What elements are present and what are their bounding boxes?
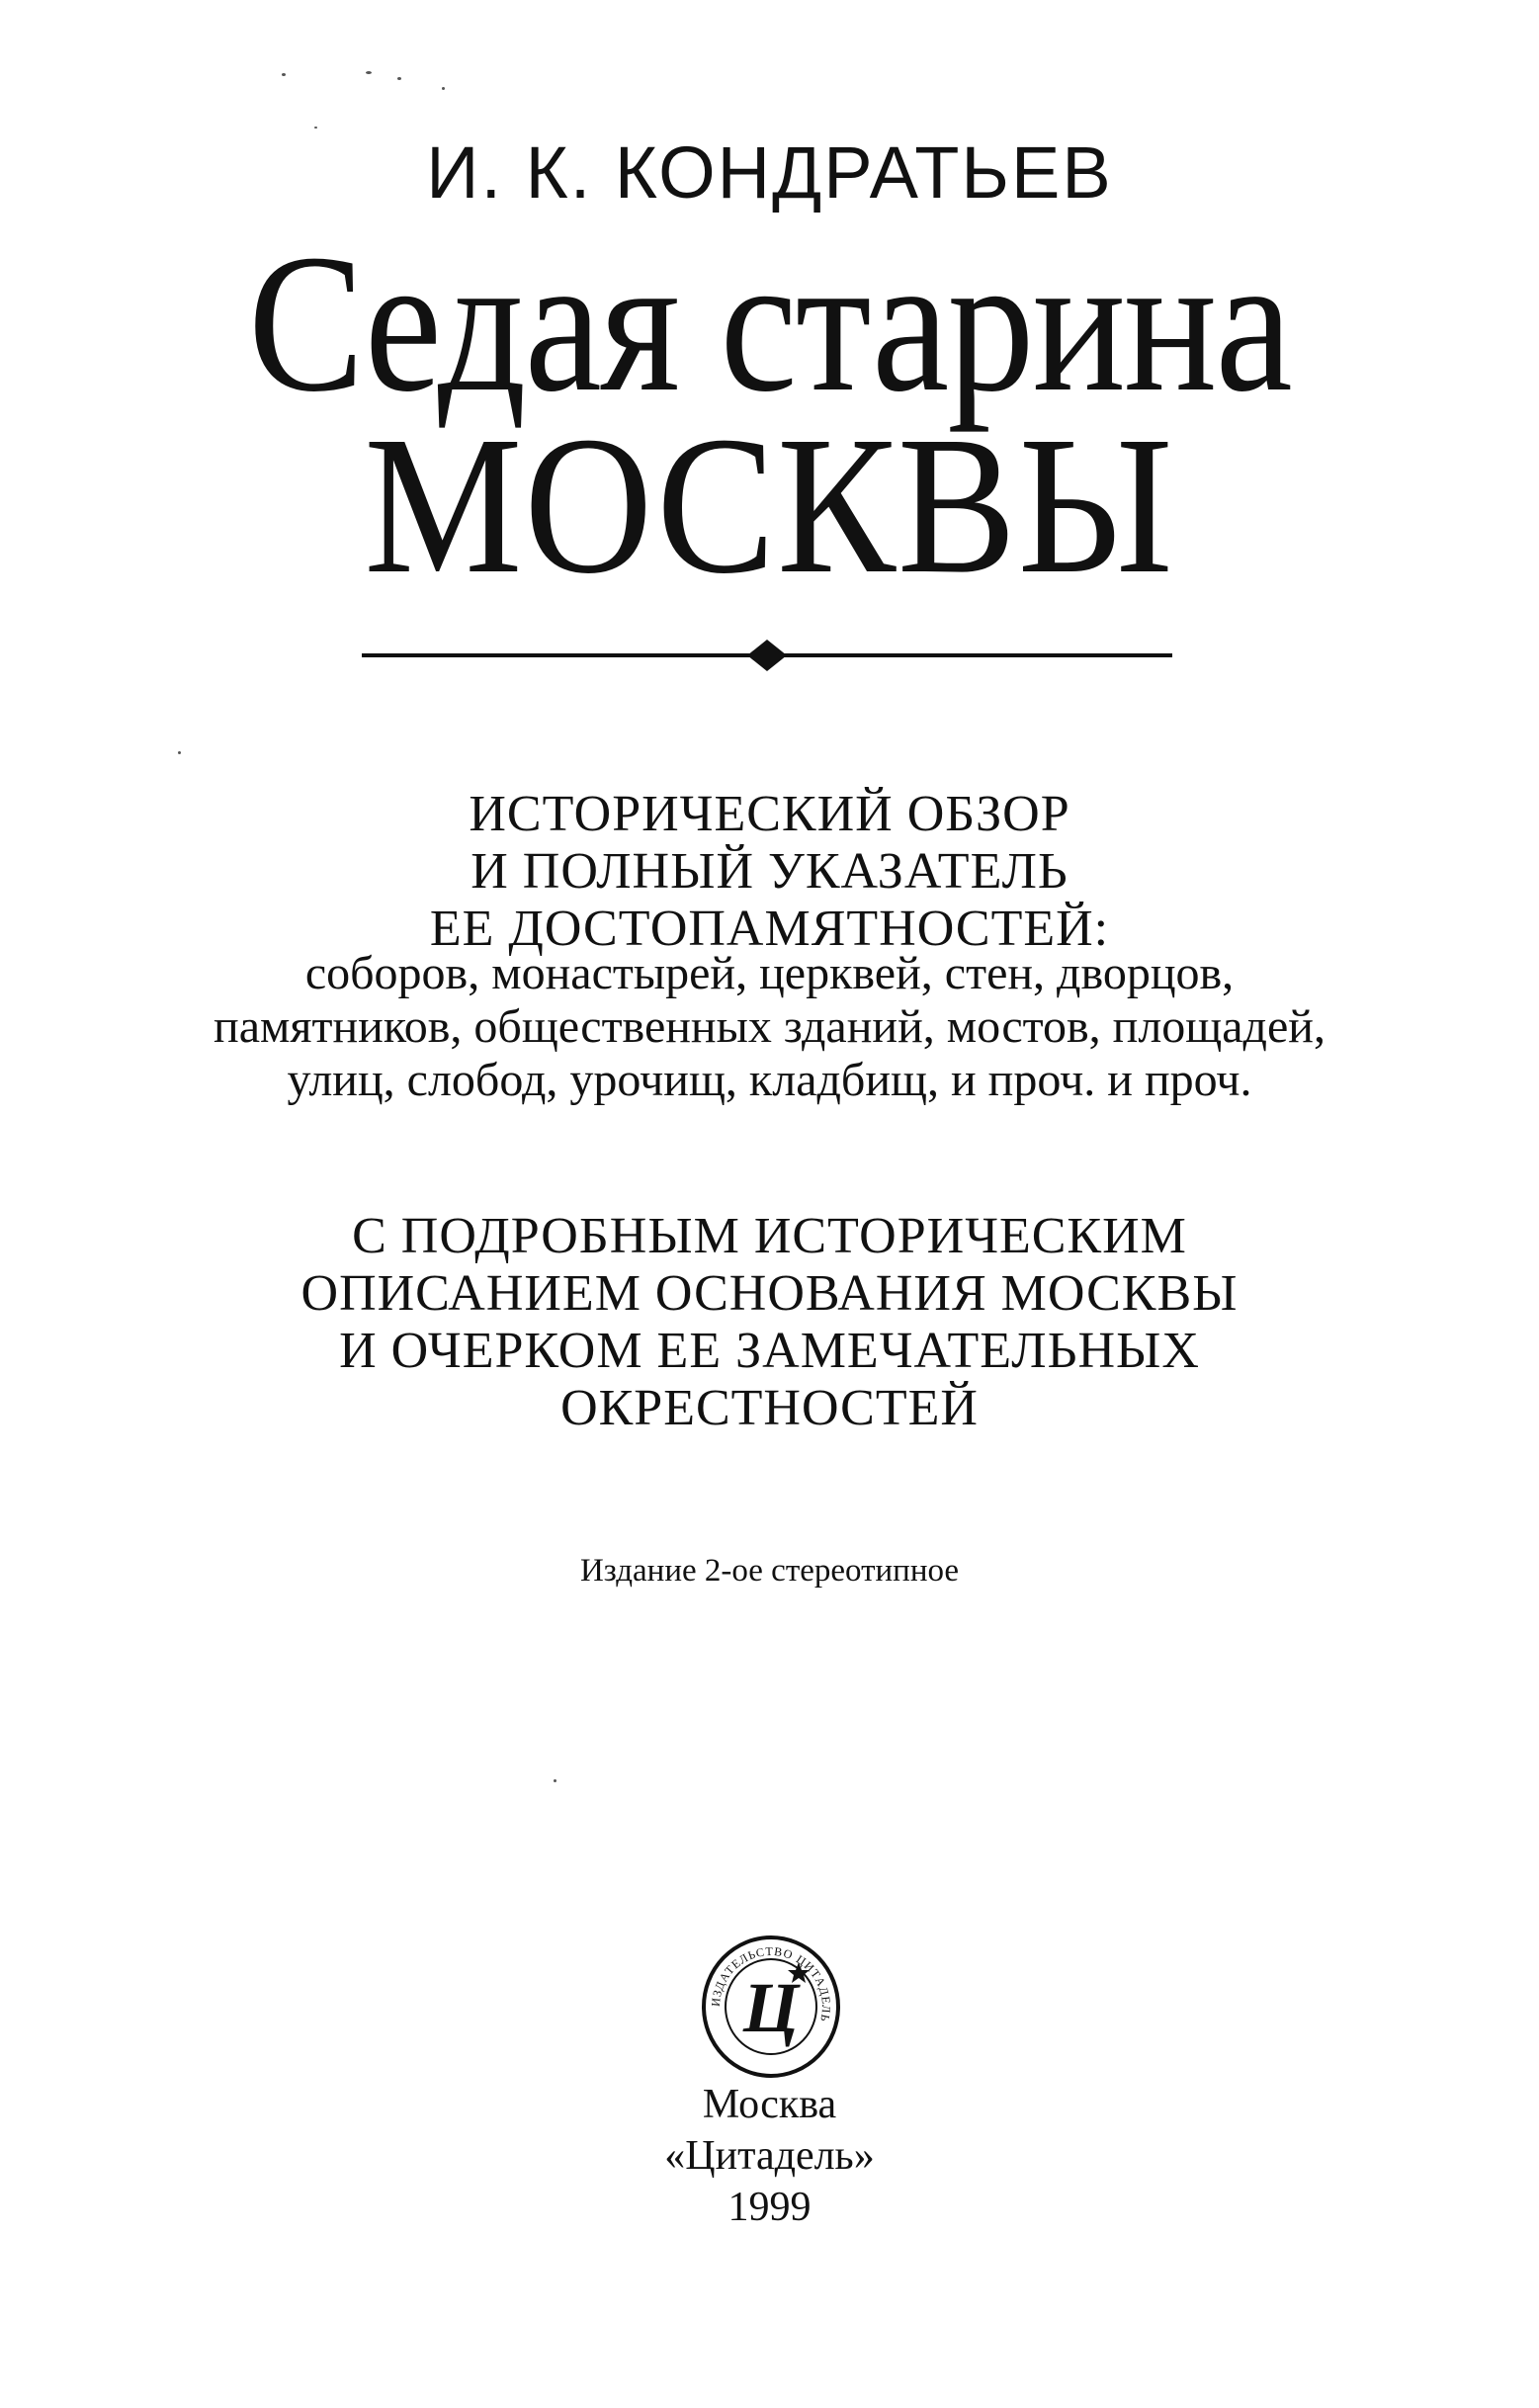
subtitle-extra-line: С ПОДРОБНЫМ ИСТОРИЧЕСКИМ [352,1208,1187,1264]
scan-speck [554,1779,556,1782]
publisher-logo-icon [697,1933,845,2081]
subtitle-list-line: соборов, монастырей, церквей, стен, дворцов, [304,947,1235,999]
scan-speck [178,751,181,754]
imprint-block [0,2079,1539,2233]
subtitle-list-line: памятников, общественных зданий, мостов, площадей, [214,1000,1325,1053]
diamond-rule-ornament-icon [362,636,1172,675]
imprint-publisher: «Цитадель» [664,2133,875,2179]
publisher-logo-letter: Ц [742,1968,800,2047]
subtitle-caps-line: И ПОЛНЫЙ УКАЗАТЕЛЬ [470,843,1069,900]
subtitle-list-block [0,947,1539,1107]
scan-speck [442,87,445,90]
subtitle-extra-line: ОПИСАНИЕМ ОСНОВАНИЯ МОСКВЫ [300,1265,1239,1322]
scan-speck [397,77,401,80]
subtitle-caps-block [0,786,1539,958]
edition-note: Издание 2-ое стереотипное [579,1553,960,1589]
book-title-line-2: МОСКВЫ [364,396,1175,615]
subtitle-caps-line: ЕЕ ДОСТОПАМЯТНОСТЕЙ: [429,901,1110,957]
author-name: И. К. КОНДРАТЬЕВ [426,131,1113,214]
subtitle-extra-line: И ОЧЕРКОМ ЕЕ ЗАМЕЧАТЕЛЬНЫХ [339,1323,1200,1379]
scan-speck [314,127,317,129]
scan-speck [282,73,286,76]
subtitle-caps-line: ИСТОРИЧЕСКИЙ ОБЗОР [469,786,1070,842]
scan-speck [366,71,372,74]
subtitle-list-line: улиц, слобод, урочищ, кладбищ, и проч. и проч. [287,1054,1252,1106]
imprint-city: Москва [702,2082,837,2127]
publisher-logo-ring-text: ИЗДАТЕЛЬСТВО ЦИТАДЕЛЬ [708,1943,834,2024]
imprint-year: 1999 [727,2185,812,2230]
book-title-line-1: Седая старина [248,215,1291,433]
subtitle-extra-block [0,1208,1539,1437]
subtitle-extra-line: ОКРЕСТНОСТЕЙ [560,1380,979,1436]
